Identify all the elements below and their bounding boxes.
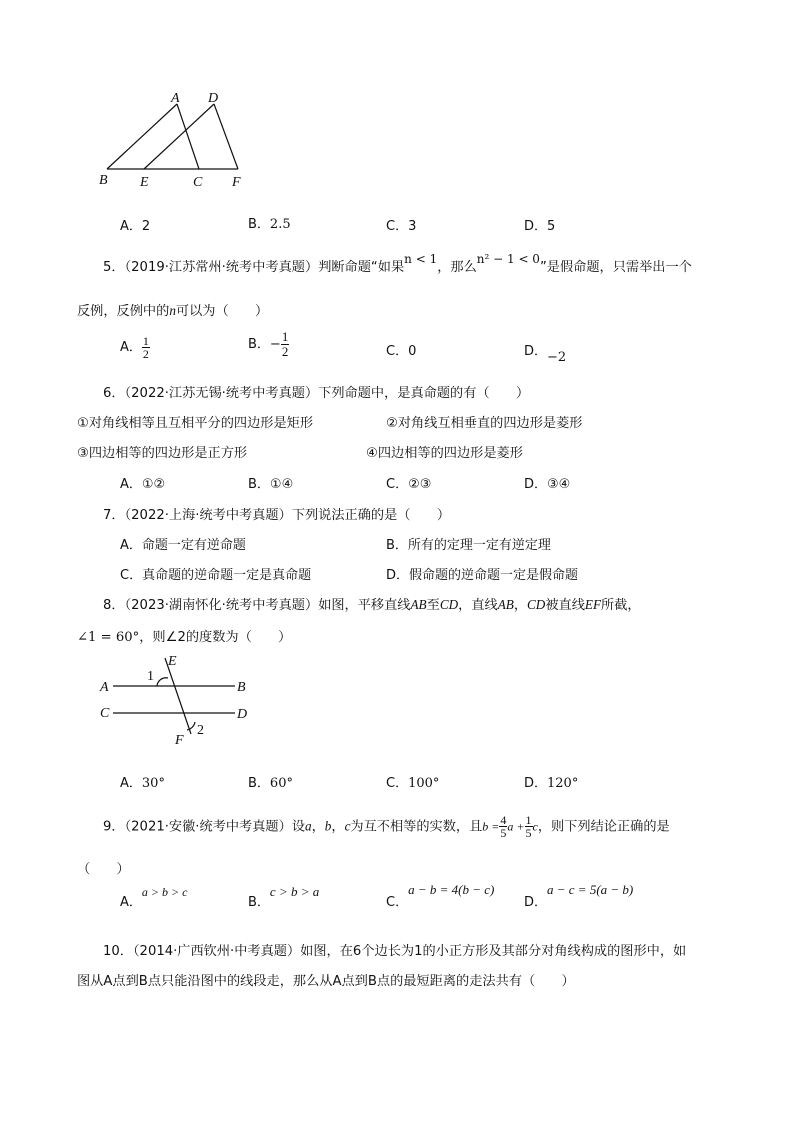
text-fragment: D．: [524, 895, 548, 910]
q9-stem-line1: [103, 814, 670, 839]
q4-option-b: [248, 213, 291, 232]
q6-statement-1: ①对角线相等且互相平分的四边形是矩形: [77, 416, 314, 431]
text-fragment: 至: [426, 598, 440, 613]
text-fragment: （2022·上海·统考中考真题）: [124, 508, 292, 523]
q5-cond2: n² − 1 < 0: [476, 252, 540, 266]
q6-option-a: [120, 473, 165, 492]
q10-stem-line1: 10．（2014·广西钦州·中考真题）如图，在6个边长为1的小正方形及其部分对角线构成的图形中，如: [103, 944, 687, 959]
text-fragment: 8．: [103, 598, 125, 613]
text-fragment: ，则下列结论正确的是: [537, 819, 670, 835]
text-fragment: 为互不相等的实数，且: [350, 819, 483, 835]
q8-option-c: [386, 772, 439, 791]
text-fragment: ，: [331, 819, 345, 835]
text-fragment: 120°: [547, 776, 579, 791]
text-fragment: ③④: [547, 477, 571, 492]
text-fragment: C．: [120, 568, 143, 583]
text-fragment: EF: [584, 597, 602, 612]
text-fragment: 60°: [269, 776, 293, 791]
text-fragment: 判断命题“如果: [318, 260, 405, 275]
text-fragment: D．: [524, 477, 548, 492]
q4-option-a: [120, 215, 150, 234]
text-fragment: A．: [120, 219, 142, 234]
text-fragment: −2: [547, 350, 567, 365]
text-fragment: 5: [547, 219, 556, 234]
text-fragment: a > b > c: [141, 885, 188, 899]
text-fragment: AB: [410, 597, 427, 612]
text-fragment: （2022·江苏无锡·统考中考真题）: [124, 386, 319, 401]
text-fragment: 100°: [408, 776, 440, 791]
text-fragment: ①②: [141, 477, 166, 492]
q5-option-d: [524, 340, 567, 365]
fig2-label-F: F: [175, 733, 184, 748]
text-fragment: 2: [142, 347, 149, 361]
text-fragment: （2023·湖南怀化·统考中考真题）: [124, 598, 319, 613]
text-fragment: CD: [527, 597, 546, 612]
text-fragment: A．: [120, 477, 142, 492]
text-fragment: ，: [513, 598, 528, 613]
q9-paren: （ ）: [77, 862, 130, 877]
text-fragment: A．: [120, 538, 142, 553]
q5-stem-line2: [77, 300, 268, 319]
text-fragment: ∠1 = 60°: [77, 630, 140, 645]
text-fragment: ，直线: [458, 598, 498, 613]
text-fragment: C．: [386, 776, 409, 791]
text-fragment: AB: [497, 597, 514, 612]
text-fragment: 可以为（ ）: [175, 304, 269, 319]
text-fragment: D．: [386, 568, 410, 583]
q6-stem: [103, 382, 529, 401]
label-F: F: [232, 175, 241, 190]
text-fragment: D．: [524, 219, 548, 234]
text-fragment: ，那么: [437, 260, 477, 275]
text-fragment: ②③: [408, 477, 432, 492]
text-fragment: c > b > a: [269, 884, 320, 899]
text-fragment: 2.5: [269, 217, 291, 232]
text-fragment: b =: [482, 819, 500, 834]
text-fragment: 1: [525, 813, 532, 827]
fig2-label-E: E: [168, 654, 177, 669]
text-fragment: 2: [281, 344, 289, 359]
fig2-label-C: C: [100, 706, 110, 721]
text-fragment: 5．: [103, 260, 125, 275]
q6-statement-3: ③四边相等的四边形是正方形: [77, 446, 248, 461]
q4-option-c: [386, 215, 416, 234]
text-fragment: ，则∠2的度数为（ ）: [139, 630, 292, 645]
text-fragment: C．: [386, 895, 409, 910]
q8-stem-line1: [103, 594, 641, 613]
q5-option-c: [386, 340, 416, 359]
text-fragment: B．: [248, 337, 270, 352]
label-E: E: [140, 175, 149, 190]
text-fragment: B．: [386, 538, 408, 553]
q6-statement-4: ④四边相等的四边形是菱形: [366, 446, 523, 461]
fig2-label-D: D: [237, 707, 248, 722]
text-fragment: 反例，反例中的: [77, 304, 170, 319]
text-fragment: 2: [141, 219, 151, 234]
fig2-label-2: 2: [197, 723, 204, 738]
text-fragment: C．: [386, 219, 409, 234]
text-fragment: 命题一定有逆命题: [141, 538, 246, 553]
text-fragment: a: [305, 818, 312, 834]
q7-option-d: [386, 564, 578, 583]
text-fragment: a − b = 4(b − c): [408, 882, 495, 897]
text-fragment: 所截，: [601, 598, 641, 613]
text-fragment: 3: [408, 219, 417, 234]
q4-option-d: [524, 215, 555, 234]
q10-stem-line2: 图从A点到B点只能沿图中的线段走，那么从A点到B点的最短距离的走法共有（ ）: [77, 974, 575, 989]
text-fragment: D．: [524, 776, 548, 791]
text-fragment: a +: [507, 819, 525, 834]
text-fragment: n: [169, 303, 176, 318]
text-fragment: CD: [439, 597, 459, 612]
label-C: C: [193, 175, 203, 190]
text-fragment: 4: [500, 813, 507, 827]
q5-stem-line1: [103, 252, 692, 275]
text-fragment: B．: [248, 217, 270, 232]
text-fragment: B．: [248, 776, 270, 791]
label-D: D: [208, 91, 219, 106]
text-fragment: D．: [524, 344, 548, 359]
text-fragment: 下列说法正确的是（ ）: [291, 508, 451, 523]
q5-cond1: n < 1: [404, 252, 438, 266]
q9-option-b: [248, 884, 320, 910]
text-fragment: C．: [386, 344, 409, 359]
text-fragment: 设: [291, 819, 305, 835]
q6-option-d: [524, 473, 570, 492]
text-fragment: A．: [120, 776, 142, 791]
text-fragment: 9．: [103, 819, 125, 835]
q7-option-b: [386, 534, 551, 553]
text-fragment: 1: [142, 334, 149, 348]
text-fragment: 30°: [141, 776, 165, 791]
text-fragment: B．: [248, 477, 270, 492]
text-fragment: 5: [500, 826, 507, 840]
q8-option-d: [524, 772, 578, 791]
fig2-label-B: B: [237, 680, 246, 695]
q9-option-a: [120, 885, 188, 910]
label-B: B: [99, 173, 108, 188]
q8-option-a: [120, 772, 165, 791]
text-fragment: ，: [311, 819, 325, 835]
text-fragment: −: [269, 337, 281, 352]
text-fragment: 6．: [103, 386, 125, 401]
text-fragment: 下列命题中，是真命题的有（ ）: [318, 386, 530, 401]
text-fragment: A．: [120, 895, 142, 910]
text-fragment: c: [532, 819, 538, 834]
text-fragment: 如图，平移直线: [318, 598, 411, 613]
text-fragment: （2021·安徽·统考中考真题）: [124, 819, 292, 835]
q8-option-b: [248, 772, 293, 791]
text-fragment: （2019·江苏常州·统考中考真题）: [124, 260, 319, 275]
q5-option-a: [120, 335, 150, 360]
triangle-figure: [95, 90, 255, 190]
fig2-label-A: A: [100, 680, 109, 695]
text-fragment: 5: [525, 826, 532, 840]
q6-option-b: [248, 473, 293, 492]
text-fragment: 真命题的逆命题一定是真命题: [142, 568, 312, 583]
text-fragment: C．: [386, 477, 409, 492]
q7-option-a: [120, 534, 246, 553]
fig2-label-1: 1: [147, 669, 154, 684]
q8-stem-line2: [77, 626, 291, 645]
text-fragment: b: [324, 818, 332, 834]
text-fragment: a − c = 5(a − b): [547, 882, 634, 897]
q7-stem: [103, 504, 450, 523]
text-fragment: ①④: [269, 477, 294, 492]
text-fragment: ”是假命题，只需举出一个: [539, 260, 692, 275]
text-fragment: 所有的定理一定有逆定理: [407, 538, 551, 553]
q9-option-d: [524, 882, 634, 910]
text-fragment: c: [344, 818, 351, 834]
q7-option-c: [120, 564, 311, 583]
q6-statement-2: ②对角线互相垂直的四边形是菱形: [386, 416, 583, 431]
parallel-lines-figure: [95, 650, 265, 750]
text-fragment: 被直线: [545, 598, 585, 613]
text-fragment: 7．: [103, 508, 125, 523]
text-fragment: 1: [281, 329, 289, 344]
q5-option-b: [248, 330, 289, 359]
text-fragment: 0: [408, 344, 417, 359]
text-fragment: B．: [248, 895, 270, 910]
q9-option-c: [386, 882, 495, 910]
q6-option-c: [386, 473, 431, 492]
text-fragment: 假命题的逆命题一定是假命题: [409, 568, 579, 583]
label-A: A: [171, 91, 180, 106]
text-fragment: A．: [120, 340, 142, 355]
